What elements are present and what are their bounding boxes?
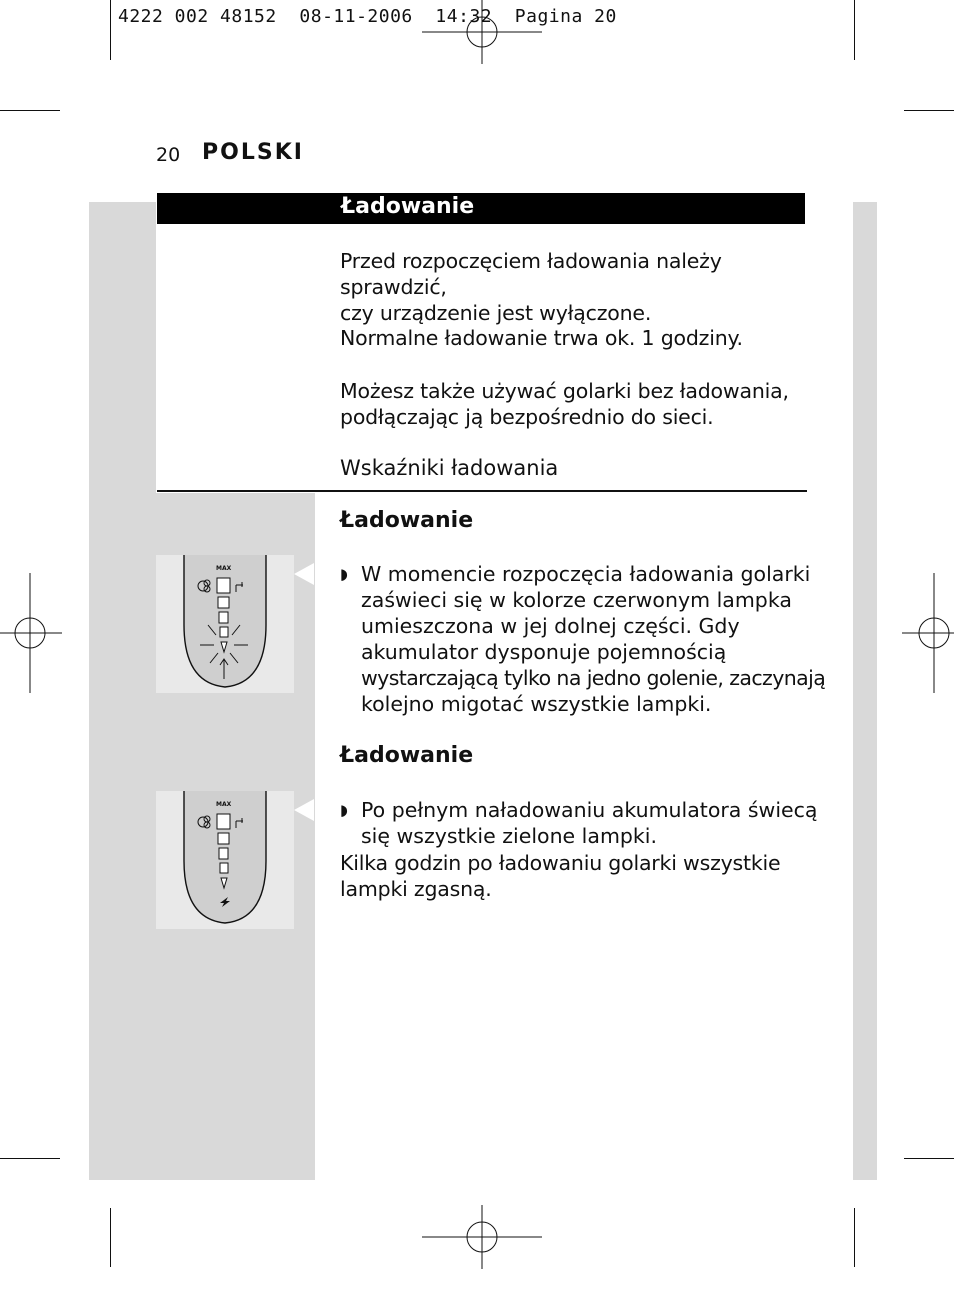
- bullet-marker-icon: ◗: [340, 565, 348, 583]
- text-line: umieszczona w jej dolnej części. Gdy: [361, 614, 740, 638]
- max-label: MAX: [216, 801, 232, 808]
- page-number: 20: [156, 144, 181, 166]
- text-line: podłączając ją bezpośrednio do sieci.: [340, 405, 714, 429]
- shaver-display-illustration: [156, 555, 294, 693]
- divider: [157, 490, 807, 492]
- block1-heading: Ładowanie: [340, 508, 474, 533]
- text-line: zaświeci się w kolorze czerwonym lampka: [361, 588, 792, 612]
- right-margin-bar: [853, 202, 877, 1180]
- crop-mark: [854, 0, 855, 60]
- intro-paragraph-3: [340, 378, 810, 430]
- full-charge-indicator-figure: [156, 791, 294, 929]
- text-line: lampki zgasną.: [340, 877, 492, 901]
- max-label: MAX: [216, 565, 232, 572]
- sidebar-gap: [156, 225, 315, 493]
- registration-mark-icon: [422, 1177, 542, 1297]
- text-line: czy urządzenie jest wyłączone.: [340, 301, 652, 325]
- block2-note: [340, 850, 810, 902]
- text-line: Możesz także używać golarki bez ładowania,: [340, 379, 789, 403]
- block2-heading: Ładowanie: [340, 743, 474, 768]
- figure-pointer: [294, 799, 314, 821]
- crop-mark: [110, 0, 111, 60]
- crop-mark: [904, 1158, 954, 1159]
- registration-mark-icon: [422, 0, 542, 92]
- intro-paragraph-1: [340, 248, 810, 326]
- crop-mark: [0, 1158, 60, 1159]
- crop-mark: [904, 110, 954, 111]
- crop-mark: [110, 1208, 111, 1267]
- print-header: 4222 002 48152 08-11-2006 14:32 Pagina 20: [118, 6, 617, 27]
- section-title: Ładowanie: [341, 194, 475, 219]
- text-line: akumulator dysponuje pojemnością: [361, 640, 727, 664]
- text-line: W momencie rozpoczęcia ładowania golarki: [361, 562, 811, 586]
- crop-mark: [0, 110, 60, 111]
- text-line: się wszystkie zielone lampki.: [361, 824, 658, 848]
- text-line: Po pełnym naładowaniu akumulatora świecą: [361, 798, 818, 822]
- text-line: Normalne ładowanie trwa ok. 1 godziny.: [340, 326, 743, 350]
- figure-pointer: [294, 563, 314, 585]
- subsection-title: Wskaźniki ładowania: [340, 456, 559, 480]
- text-line: Przed rozpoczęciem ładowania należy sprawdzić,: [340, 249, 722, 299]
- charging-indicator-figure: [156, 555, 294, 693]
- text-line: kolejno migotać wszystkie lampki.: [361, 692, 712, 716]
- registration-mark-icon: [874, 573, 954, 693]
- crop-mark: [854, 1208, 855, 1267]
- intro-paragraph-2: [340, 325, 810, 351]
- section-title-bar: [156, 192, 806, 225]
- text-line: Kilka godzin po ładowaniu golarki wszystkie: [340, 851, 781, 875]
- shaver-display-illustration: [156, 791, 294, 929]
- bullet-marker-icon: ◗: [340, 801, 348, 819]
- registration-mark-icon: [0, 573, 90, 693]
- language-heading: POLSKI: [202, 140, 304, 165]
- text-line: wystarczającą tylko na jedno golenie, zaczynają: [361, 666, 826, 690]
